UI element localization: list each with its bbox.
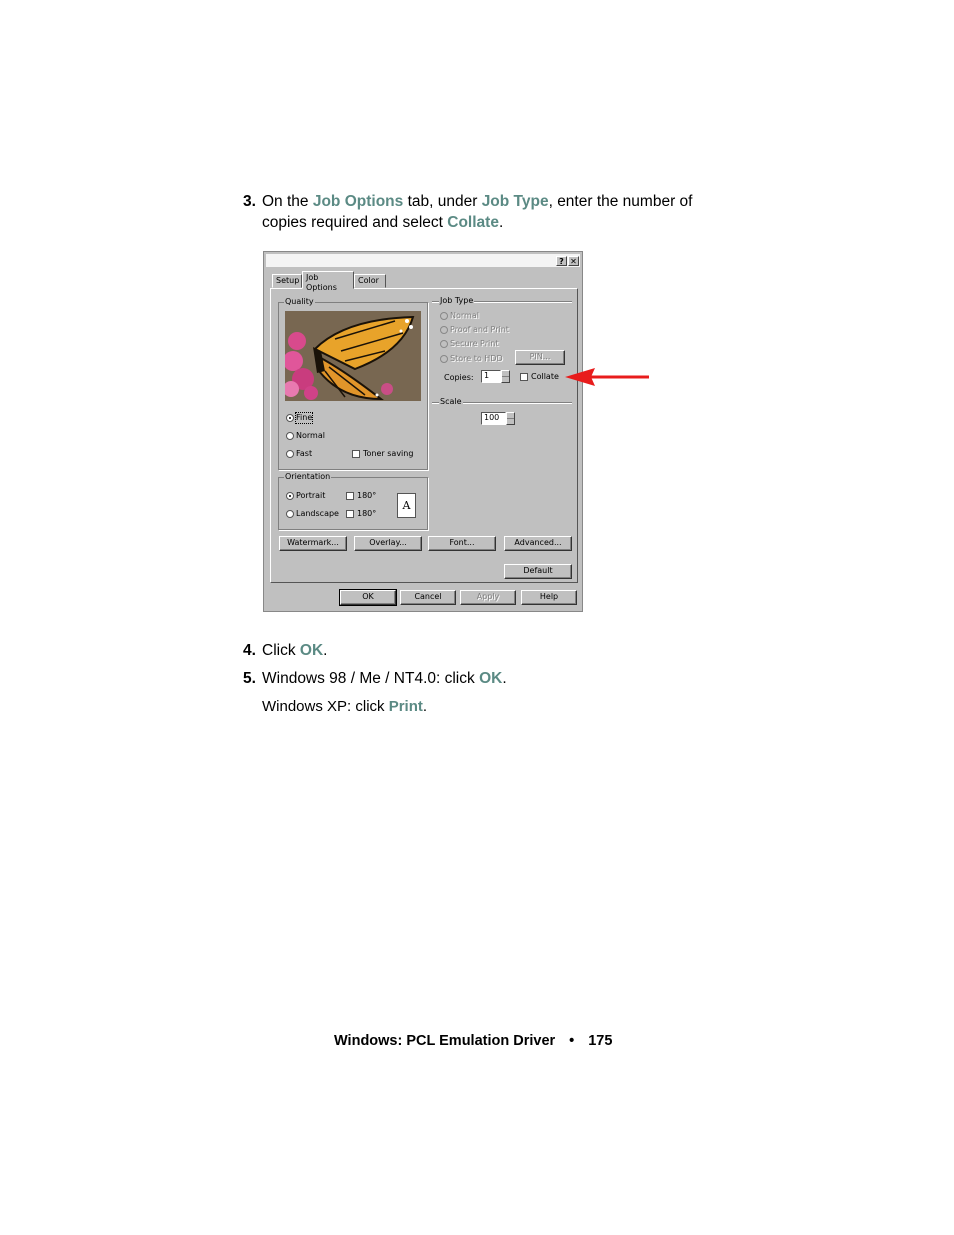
rotate-landscape-label: 180°	[357, 509, 377, 518]
radio-landscape[interactable]	[286, 510, 294, 518]
keyword-job-options: Job Options	[312, 193, 404, 210]
step-number: 3.	[243, 193, 256, 210]
overlay-button[interactable]: Overlay...	[354, 536, 422, 551]
keyword-print: Print	[388, 698, 423, 715]
close-title-button[interactable]: ✕	[568, 256, 579, 266]
keyword-ok: OK	[479, 670, 503, 687]
quality-label: Quality	[285, 297, 314, 306]
rotate-portrait-checkbox[interactable]	[346, 492, 354, 500]
footer-title: Windows: PCL Emulation Driver	[334, 1033, 556, 1049]
radio-secure-print[interactable]	[440, 340, 448, 348]
copies-spinner[interactable]	[501, 370, 510, 383]
fine-label: Fine	[296, 413, 313, 422]
step-4: 4. Click OK.	[243, 642, 328, 659]
proof-and-print-label: Proof and Print	[450, 325, 509, 334]
keyword-job-type: Job Type	[481, 193, 549, 210]
windows-xp-note: Windows XP: click Print.	[262, 698, 428, 715]
step-number: 5.	[243, 670, 256, 687]
orientation-label: Orientation	[285, 472, 331, 481]
watermark-button[interactable]: Watermark...	[279, 536, 347, 551]
tab-setup[interactable]: Setup	[272, 274, 302, 288]
radio-store-to-hdd[interactable]	[440, 355, 448, 363]
radio-normal-quality[interactable]	[286, 432, 294, 440]
normal-quality-label: Normal	[296, 431, 325, 440]
job-normal-label: Normal	[450, 311, 479, 320]
cancel-button[interactable]: Cancel	[400, 590, 456, 605]
fast-label: Fast	[296, 449, 313, 458]
scale-input[interactable]: 100	[481, 412, 506, 425]
tab-job-options[interactable]: Job Options	[302, 271, 354, 289]
copies-input[interactable]: 1	[481, 370, 501, 383]
page-footer	[334, 1033, 612, 1049]
copies-label: Copies:	[444, 373, 474, 382]
title-bar	[266, 254, 580, 267]
orientation-preview-icon: A	[397, 493, 416, 518]
rotate-portrait-label: 180°	[357, 491, 377, 500]
collate-label: Collate	[531, 372, 559, 381]
job-type-label: Job Type	[440, 296, 474, 305]
step-3: 3. On the Job Options tab, under Job Type, enter the number of copies required and select Collate.	[243, 193, 693, 231]
font-button[interactable]: Font...	[428, 536, 496, 551]
print-properties-dialog	[263, 251, 583, 612]
radio-fast[interactable]	[286, 450, 294, 458]
collate-checkbox[interactable]	[520, 373, 528, 381]
help-button[interactable]: Help	[521, 590, 577, 605]
scale-label: Scale	[440, 397, 462, 406]
ok-button[interactable]: OK	[340, 590, 396, 605]
rotate-landscape-checkbox[interactable]	[346, 510, 354, 518]
keyword-ok: OK	[299, 642, 324, 659]
toner-saving-checkbox[interactable]	[352, 450, 360, 458]
scale-spinner[interactable]	[506, 412, 515, 425]
page-number: 175	[588, 1033, 613, 1049]
red-arrow-icon	[563, 366, 651, 388]
butterfly-photo	[285, 311, 421, 401]
landscape-label: Landscape	[296, 509, 339, 518]
apply-button[interactable]: Apply	[460, 590, 516, 605]
store-to-hdd-label: Store to HDD	[450, 354, 503, 363]
secure-print-label: Secure Print	[450, 339, 499, 348]
toner-saving-label: Toner saving	[363, 449, 414, 458]
step-5: 5. Windows 98 / Me / NT4.0: click OK.	[243, 670, 507, 687]
radio-portrait[interactable]	[286, 492, 294, 500]
default-button[interactable]: Default	[504, 564, 572, 579]
radio-job-normal[interactable]	[440, 312, 448, 320]
portrait-label: Portrait	[296, 491, 326, 500]
step-number: 4.	[243, 642, 256, 659]
keyword-collate: Collate	[447, 214, 499, 231]
radio-proof-and-print[interactable]	[440, 326, 448, 334]
tab-color[interactable]: Color	[354, 274, 386, 288]
help-title-button[interactable]: ?	[556, 256, 567, 266]
advanced-button[interactable]: Advanced...	[504, 536, 572, 551]
radio-fine[interactable]	[286, 414, 294, 422]
footer-bullet: •	[569, 1033, 575, 1049]
pin-button[interactable]: PIN...	[515, 350, 565, 365]
